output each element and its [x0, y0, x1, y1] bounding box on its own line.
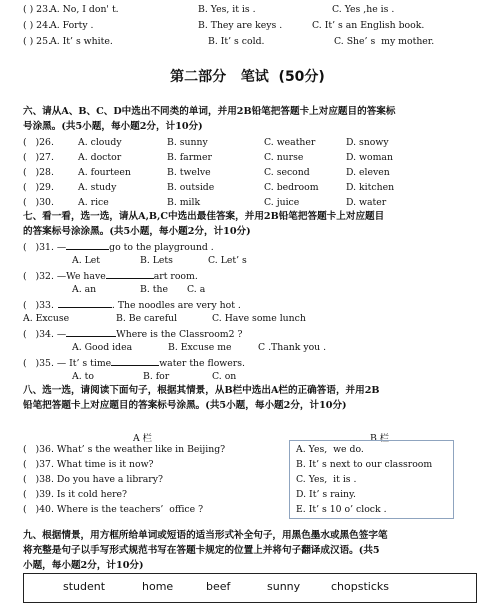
q27-option-c: C. nurse [264, 152, 304, 163]
q32-option-b: B. the [140, 284, 168, 295]
q28-option-d: D. eleven [346, 167, 390, 178]
q25-option-b: B. It’ s cold. [208, 36, 265, 47]
q27-option-a: A. doctor [78, 152, 122, 163]
q28-option-b: B. twelve [167, 167, 211, 178]
q31-option-b: B. Lets [140, 255, 173, 266]
q32-blank [106, 269, 154, 279]
q32-option-a: A. an [72, 284, 97, 295]
q25-number: ( ) 25. [23, 36, 51, 47]
q39-question: ( )39. Is it cold here? [23, 489, 128, 500]
q37-question: ( )37. What time is it now? [23, 459, 154, 470]
q26-option-b: B. sunny [167, 137, 208, 148]
q35-stem [23, 356, 245, 369]
word-bank-word: beef [206, 580, 231, 593]
q35-prefix: ( )35. — It’ s time [23, 358, 112, 369]
q32-prefix: ( )32. —We have [23, 271, 106, 282]
q34-option-a: A. Good idea [72, 342, 133, 353]
q24-option-a: A. Forty . [50, 20, 94, 31]
q30-option-c: C. juice [264, 197, 300, 208]
q24-number: ( ) 24. [23, 20, 51, 31]
q23-option-c: C. Yes ,he is . [332, 4, 395, 15]
q34-blank [66, 327, 116, 337]
q26-option-c: C. weather [264, 137, 316, 148]
q26-number: ( )26. [23, 137, 54, 148]
q34-prefix: ( )34. — [23, 329, 67, 340]
answer-d: D. It’ s rainy. [296, 489, 356, 500]
q29-option-b: B. outside [167, 182, 215, 193]
q26-option-d: D. snowy [346, 137, 389, 148]
q23-option-a: A. No, I don' t. [50, 4, 119, 15]
q29-option-a: A. study [78, 182, 117, 193]
q32-suffix: art room. [153, 271, 198, 282]
q25-option-c: C. She’ s my mother. [334, 36, 435, 47]
q38-question: ( )38. Do you have a library? [23, 474, 163, 485]
q28-option-a: A. fourteen [78, 167, 131, 178]
q28-option-c: C. second [264, 167, 310, 178]
word-bank-word: sunny [267, 580, 301, 593]
q34-option-b: B. Excuse me [168, 342, 232, 353]
q33-option-b: B. Be careful [116, 313, 178, 324]
section7-heading-line2: 的答案标号涂涂黑。(共5小题，每小题2分，计10分) [23, 226, 251, 237]
section7-heading-line1: 七、看一看，选一选，请从A,B,C中选出最佳答案，并用2B铅笔把答题卡上对应题目 [23, 211, 385, 222]
q35-suffix: water the flowers. [159, 358, 245, 369]
q27-option-d: D. woman [346, 152, 393, 163]
q33-blank [58, 298, 112, 308]
word-bank-word: home [142, 580, 174, 593]
q33-option-a: A. Excuse [23, 313, 70, 324]
section8-heading-line2: 铅笔把答题卡上对应题目的答案标号涂黑。(共5小题，每小题2分，计10分) [23, 400, 347, 411]
q30-option-a: A. rice [78, 197, 109, 208]
column-b-header: B 栏 [370, 433, 390, 444]
section9-heading-line2: 将充整是句子以手写形式规范书写在答题卡规定的位置上并将句子翻译成汉语。(共5 [23, 545, 380, 556]
answer-a: A. Yes, we do. [296, 444, 364, 455]
q35-option-a: A. to [72, 371, 94, 382]
q29-option-d: D. kitchen [346, 182, 395, 193]
q30-option-b: B. milk [167, 197, 201, 208]
section6-heading-line1: 六、请从A、B、C、D中选出不同类的单词，并用2B铅笔把答题卡上对应题目的答案标 [23, 106, 396, 117]
q35-option-b: B. for [143, 371, 170, 382]
q30-number: ( )30. [23, 197, 54, 208]
q31-suffix: go to the playground . [109, 242, 214, 253]
q23-option-b: B. Yes, it is . [198, 4, 256, 15]
word-bank-word: student [63, 580, 106, 593]
section8-heading-line1: 八、选一选，请阅读下面句子，根据其情景，从B栏中选出A栏的正确答语，并用2B [23, 385, 380, 396]
q31-blank [66, 240, 109, 250]
q29-option-c: C. bedroom [264, 182, 319, 193]
section6-heading-line2: 号涂黑。(共5小题，每小题2分，计10分) [23, 121, 203, 132]
q35-blank [111, 356, 159, 366]
q30-option-d: D. water [346, 197, 387, 208]
q31-prefix: ( )31. — [23, 242, 67, 253]
part-two-title: 第二部分 笔试 (50分) [170, 69, 325, 85]
q31-stem [23, 240, 214, 253]
q35-option-c: C. on [212, 371, 237, 382]
q33-stem [23, 298, 241, 311]
q34-stem [23, 327, 242, 340]
q33-prefix: ( )33. [23, 300, 54, 311]
word-bank-word: chopsticks [331, 580, 389, 593]
q26-option-a: A. cloudy [78, 137, 122, 148]
q33-suffix: . The noodles are very hot . [111, 300, 241, 311]
section9-heading-line3: 小题，每小题2分，计10分) [23, 560, 144, 571]
q31-option-a: A. Let [72, 255, 101, 266]
q34-suffix: Where is the Classroom2 ? [116, 329, 243, 340]
q29-number: ( )29. [23, 182, 54, 193]
q34-option-c: C .Thank you . [258, 342, 327, 353]
answer-c: C. Yes, it is . [296, 474, 357, 485]
answer-e: E. It’ s 10 o’ clock . [296, 504, 387, 515]
q33-option-c: C. Have some lunch [212, 313, 306, 324]
q27-option-b: B. farmer [167, 152, 212, 163]
column-a-header: A 栏 [133, 433, 152, 444]
q32-option-c: C. a [187, 284, 206, 295]
q31-option-c: C. Let’ s [208, 255, 247, 266]
q32-stem [23, 269, 198, 282]
q25-option-a: A. It’ s white. [50, 36, 113, 47]
q24-option-c: C. It’ s an English book. [312, 20, 425, 31]
answer-b: B. It’ s next to our classroom [296, 459, 433, 470]
q27-number: ( )27. [23, 152, 54, 163]
q23-number: ( ) 23. [23, 4, 51, 15]
q28-number: ( )28. [23, 167, 54, 178]
q36-question: ( )36. What’ s the weather like in Beijing? [23, 444, 226, 455]
q40-question: ( )40. Where is the teachers’ office ? [23, 504, 204, 515]
q24-option-b: B. They are keys . [198, 20, 283, 31]
section9-heading-line1: 九、根据情景，用方框所给单词或短语的适当形式补全句子，用黑色墨水或黑色签字笔 [23, 530, 388, 541]
